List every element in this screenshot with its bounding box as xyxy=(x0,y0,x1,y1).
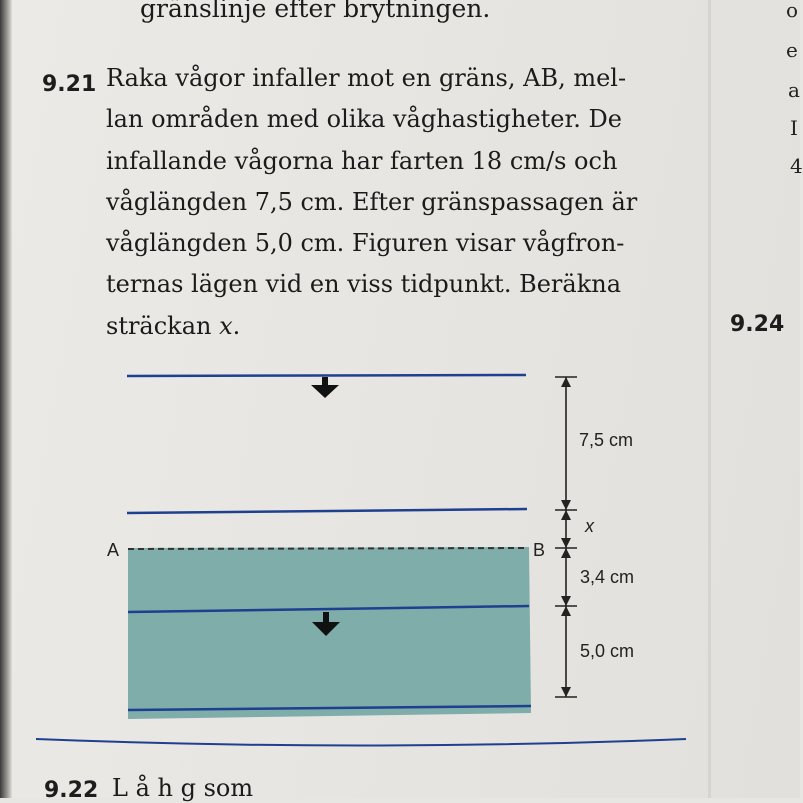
problem-line: våglängden 7,5 cm. Efter gränspassagen är xyxy=(106,187,638,216)
next-problem-number: 9.22 xyxy=(44,778,99,803)
problem-line: Raka vågor infaller mot en gräns, AB, mel- xyxy=(106,64,627,92)
dimension-label-top: 7,5 cm xyxy=(579,430,634,450)
next-column-problem-number: 9.24 xyxy=(730,312,785,337)
problem-line: våglängden 5,0 cm. Figuren visar vågfron- xyxy=(106,229,625,258)
problem-line-prefix: sträckan xyxy=(106,311,220,340)
right-column-letter: a xyxy=(788,78,800,102)
right-column-letter: e xyxy=(786,38,798,62)
dimension-line xyxy=(555,377,577,697)
problem-line: lan områden med olika våghastigheter. De xyxy=(106,105,622,134)
right-column-letter: I xyxy=(790,116,798,140)
problem-number: 9.21 xyxy=(42,72,97,97)
problem-line-suffix: . xyxy=(232,311,241,340)
problem-line: infallande vågorna har farten 18 cm/s och xyxy=(106,146,618,175)
wavefront-line xyxy=(127,375,526,376)
label-a: A xyxy=(107,540,120,560)
next-problem-text: L å h g som xyxy=(112,774,254,802)
dimension-label-mid: 3,4 cm xyxy=(580,567,635,587)
dimension-label-x: x xyxy=(585,516,594,536)
direction-arrow-icon xyxy=(311,377,339,398)
section-separator xyxy=(36,739,686,746)
label-b: B xyxy=(533,540,546,560)
right-column-letter: o xyxy=(786,0,799,22)
right-column-letter: 4 xyxy=(790,154,803,178)
problem-line: ternas lägen vid en viss tidpunkt. Beräkna xyxy=(106,270,622,299)
previous-problem-text: gränslinje efter brytningen. xyxy=(140,0,491,23)
variable-x: x xyxy=(219,311,233,340)
wavefront-line xyxy=(127,509,527,513)
dimension-label-bottom: 5,0 cm xyxy=(580,641,635,661)
lower-medium-region xyxy=(128,547,531,719)
